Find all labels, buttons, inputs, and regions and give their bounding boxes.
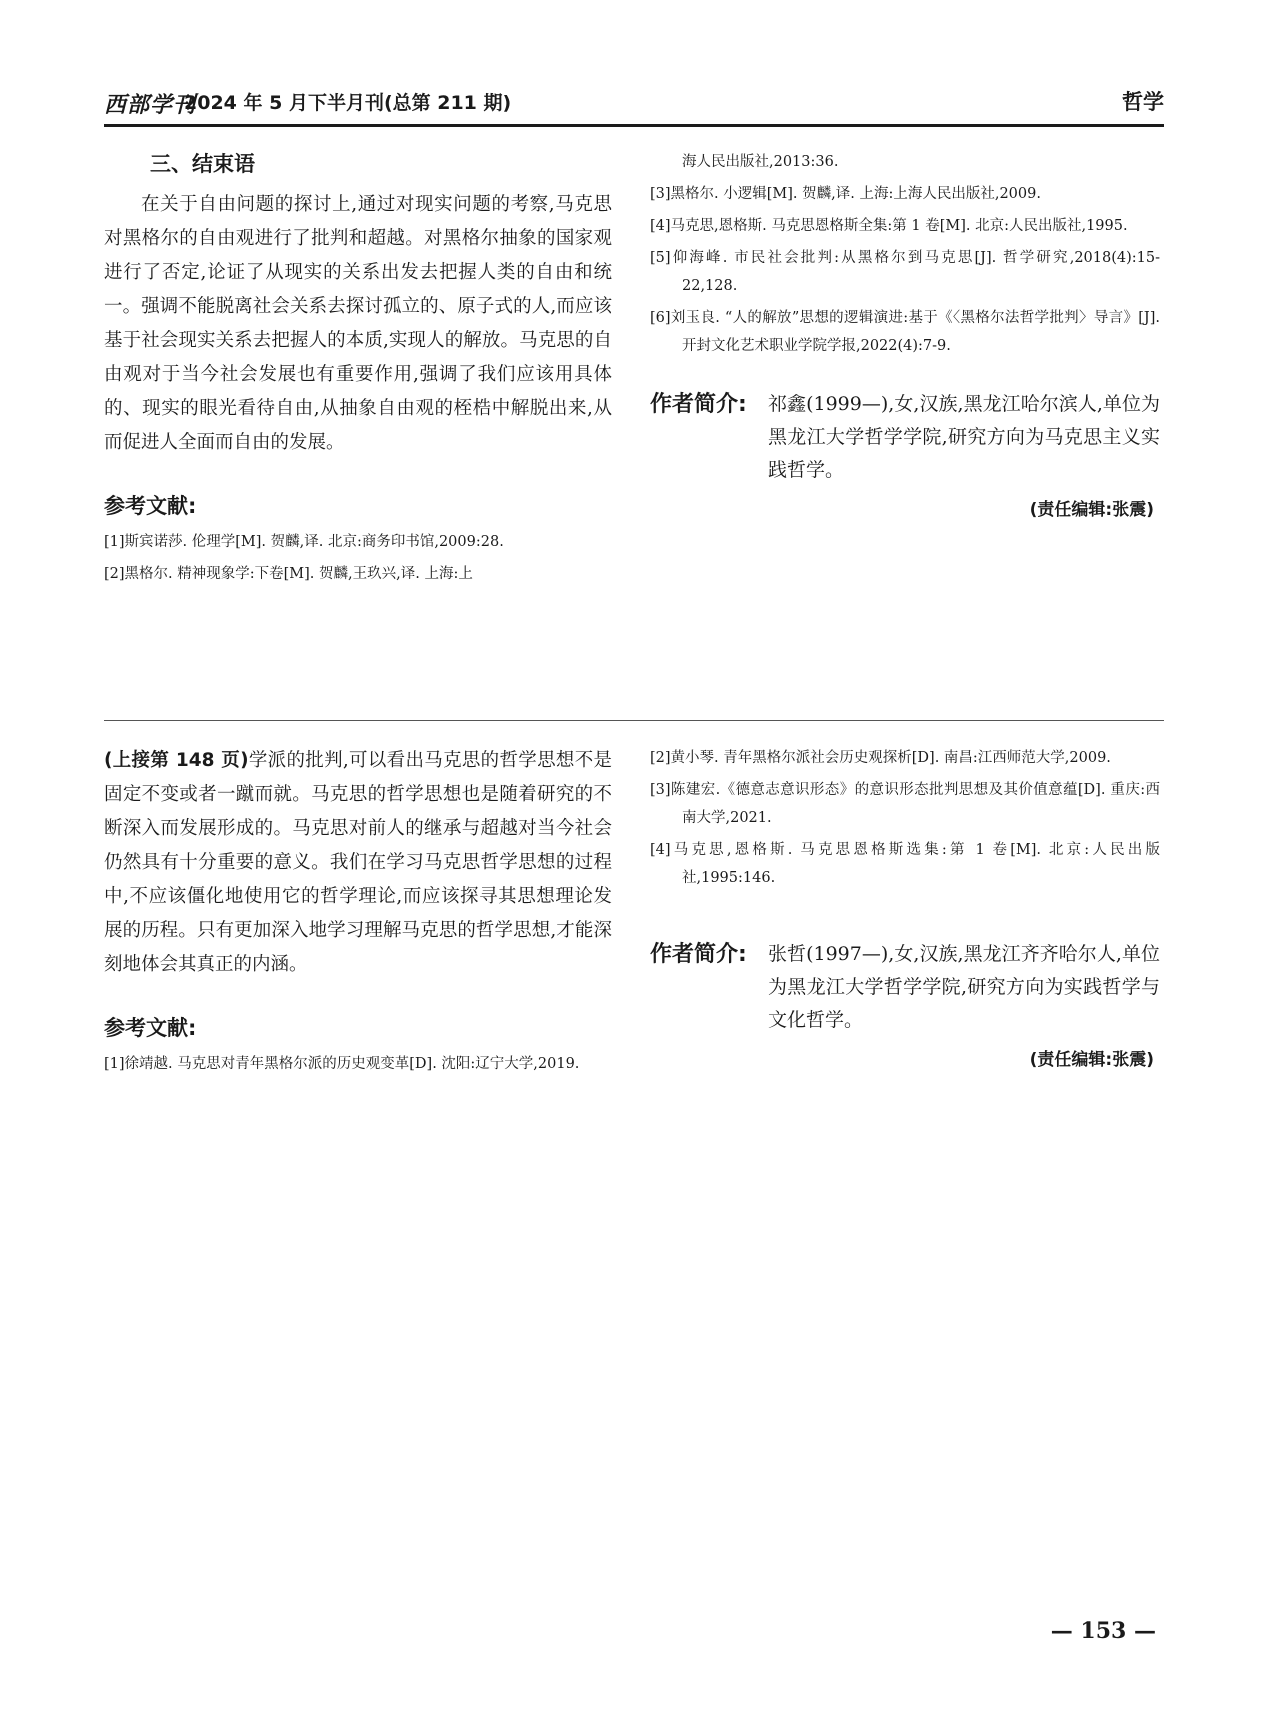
header-rule [104, 124, 1164, 127]
author-bio [650, 388, 1160, 487]
responsible-editor: (责任编辑:张震) [1029, 500, 1154, 520]
running-header [104, 84, 1164, 124]
author-bio-label: 作者简介: [650, 392, 747, 417]
reference-item: [1]徐靖越. 马克思对青年黑格尔派的历史观变革[D]. 沈阳:辽宁大学,2019. [104, 1056, 580, 1072]
reference-item: [4]马克思,恩格斯. 马克思恩格斯全集:第 1 卷[M]. 北京:人民出版社,1995. [650, 218, 1128, 234]
article-a-left-column [104, 148, 612, 592]
article-b-right-column [650, 744, 1160, 1070]
reference-item: [6]刘玉良. “人的解放”思想的逻辑演进:基于《〈黑格尔法哲学批判〉导言》[J]. 开封文化艺术职业学院学报,2022(4):7-9. [650, 310, 1160, 354]
continued-paragraph-text: 学派的批判,可以看出马克思的哲学思想不是固定不变或者一蹴而就。马克思的哲学思想也是随着研究的不断深入而发展形成的。马克思对前人的继承与超越对当今社会仍然具有十分重要的意义。我们在学习马克思哲学思想的过程中,不应该僵化地使用它的哲学理论,而应该探寻其思想理论发展的历程。只有更加深入地学习理解马克思的哲学思想,才能深刻地体会其真正的内涵。 [104, 750, 612, 975]
reference-item: [4]马克思,恩格斯. 马克思恩格斯选集:第 1 卷[M]. 北京:人民出版社,1995:146. [650, 842, 1160, 886]
references-list-continued [650, 180, 1160, 360]
reference-item: [5]仰海峰. 市民社会批判:从黑格尔到马克思[J]. 哲学研究,2018(4):15-22,128. [650, 250, 1160, 294]
references-list-continued [650, 744, 1160, 892]
article-divider [104, 720, 1164, 721]
author-bio-label: 作者简介: [650, 942, 747, 967]
reference-item: [3]陈建宏.《德意志意识形态》的意识形态批判思想及其价值意蕴[D]. 重庆:西南大学,2021. [650, 782, 1160, 826]
author-bio-text: 张哲(1997—),女,汉族,黑龙江齐齐哈尔人,单位为黑龙江大学哲学学院,研究方向为实践哲学与文化哲学。 [768, 943, 1160, 1031]
reference-item: [3]黑格尔. 小逻辑[M]. 贺麟,译. 上海:上海人民出版社,2009. [650, 186, 1041, 202]
page-number: — 153 — [1050, 1618, 1156, 1644]
reference-continuation: 海人民出版社,2013:36. [682, 154, 839, 170]
article-a-right-column [650, 148, 1160, 520]
references-list [104, 1050, 612, 1078]
continued-from-label: (上接第 148 页) [104, 750, 249, 771]
article-b-left-column [104, 744, 612, 1082]
journal-logo: 西部学刊 [104, 92, 197, 118]
reference-item: [2]黄小琴. 青年黑格尔派社会历史观探析[D]. 南昌:江西师范大学,2009. [650, 750, 1111, 766]
continued-paragraph [104, 744, 612, 982]
author-bio-text: 祁鑫(1999—),女,汉族,黑龙江哈尔滨人,单位为黑龙江大学哲学学院,研究方向为马克思主义实践哲学。 [768, 393, 1160, 481]
references-list [104, 528, 612, 588]
responsible-editor: (责任编辑:张震) [1029, 1050, 1154, 1070]
issue-info: 2024 年 5 月下半月刊(总第 211 期) [184, 92, 512, 114]
author-bio [650, 938, 1160, 1037]
references-heading: 参考文献: [104, 1016, 197, 1040]
references-heading: 参考文献: [104, 494, 197, 518]
reference-item: [2]黑格尔. 精神现象学:下卷[M]. 贺麟,王玖兴,译. 上海:上 [104, 566, 473, 582]
reference-item: [1]斯宾诺莎. 伦理学[M]. 贺麟,译. 北京:商务印书馆,2009:28. [104, 534, 504, 550]
conclusion-paragraph: 在关于自由问题的探讨上,通过对现实问题的考察,马克思对黑格尔的自由观进行了批判和超越。对黑格尔抽象的国家观进行了否定,论证了从现实的关系出发去把握人类的自由和统一。强调不能脱离社会关系去探讨孤立的、原子式的人,而应该基于社会现实关系去把握人的本质,实现人的解放。马克思的自由观对于当今社会发展也有重要作用,强调了我们应该用具体的、现实的眼光看待自由,从抽象自由观的桎梏中解脱出来,从而促进人全面而自由的发展。 [104, 194, 612, 453]
section-heading: 三、结束语 [150, 152, 255, 176]
section-label: 哲学 [1122, 90, 1164, 114]
